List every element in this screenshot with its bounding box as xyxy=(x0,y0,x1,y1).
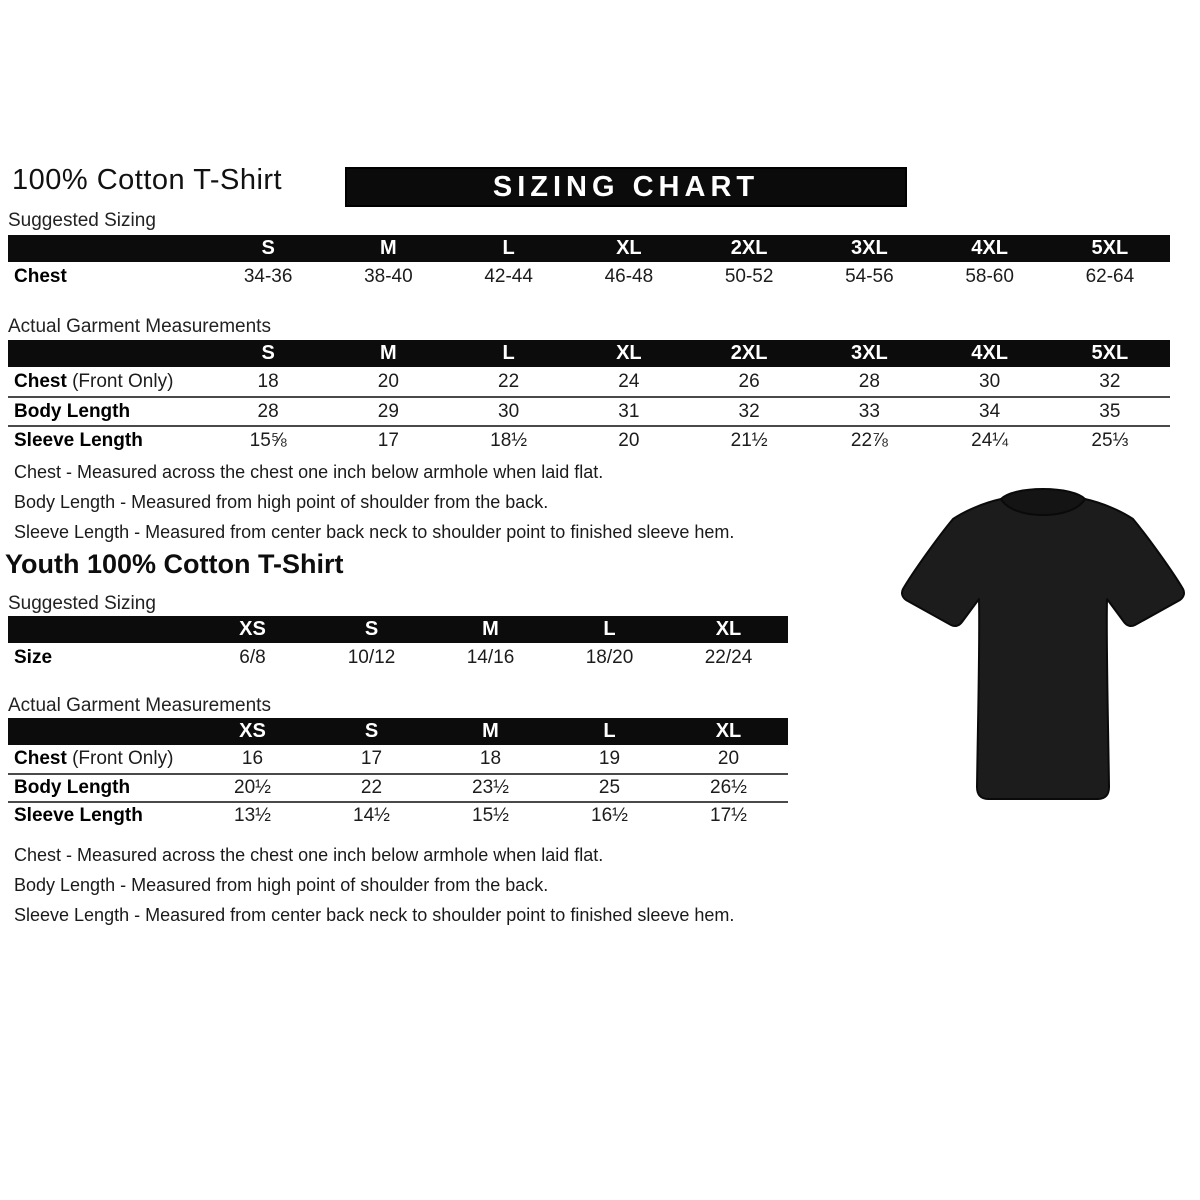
cell: 20 xyxy=(377,370,399,392)
row-label: Body Length xyxy=(14,777,131,798)
cell: 20 xyxy=(618,429,640,451)
cell: 62-64 xyxy=(1085,266,1135,287)
cell: 17 xyxy=(377,429,399,451)
row-label: Sleeve Length xyxy=(14,805,143,826)
row-label: Chest xyxy=(14,266,67,287)
youth-actual-label: Actual Garment Measurements xyxy=(8,695,271,716)
col-header: L xyxy=(603,618,616,640)
cell: 29 xyxy=(377,400,399,422)
adult-actual-label: Actual Garment Measurements xyxy=(8,316,271,337)
cell: 42-44 xyxy=(484,266,533,287)
table-row xyxy=(8,643,788,673)
col-header: S xyxy=(364,720,379,742)
col-header: XL xyxy=(715,720,742,742)
sizing-chart-banner xyxy=(345,167,907,207)
cell: 28 xyxy=(858,370,880,392)
col-header: S xyxy=(261,342,275,364)
cell: 24 xyxy=(618,370,640,392)
col-header: 5XL xyxy=(1091,237,1129,259)
black-tshirt-image xyxy=(893,477,1193,817)
cell: 23½ xyxy=(472,777,509,798)
cell: 26½ xyxy=(710,777,747,798)
row-label: Chest (Front Only) xyxy=(14,748,174,769)
cell: 17 xyxy=(360,748,383,769)
col-header: 5XL xyxy=(1091,342,1129,364)
row-label: Chest (Front Only) xyxy=(14,370,174,392)
cell: 38-40 xyxy=(364,266,413,287)
cell: 34-36 xyxy=(243,266,293,287)
cell: 15⅝ xyxy=(249,429,287,451)
adult-measurement-notes xyxy=(14,462,734,552)
col-header: M xyxy=(380,237,397,259)
cell: 17½ xyxy=(710,805,747,826)
youth-suggested-header-row xyxy=(8,616,788,643)
cell: 22/24 xyxy=(704,647,753,668)
col-header: L xyxy=(502,342,515,364)
col-header: S xyxy=(261,237,275,259)
table-row xyxy=(8,396,1170,425)
cell: 33 xyxy=(858,400,880,422)
cell: 21½ xyxy=(730,429,768,451)
cell: 19 xyxy=(598,748,621,769)
table-row xyxy=(8,801,788,829)
note-line: Sleeve Length - Measured from center back neck to shoulder point to finished sleeve hem. xyxy=(14,522,735,542)
col-header: 4XL xyxy=(971,342,1008,364)
col-header: 4XL xyxy=(971,237,1008,259)
cell: 28 xyxy=(257,400,279,422)
col-header: M xyxy=(482,720,499,742)
cell: 58-60 xyxy=(965,266,1014,287)
table-row xyxy=(8,773,788,801)
tshirt-icon xyxy=(893,477,1193,812)
note-line: Body Length - Measured from high point of shoulder from the back. xyxy=(14,875,549,895)
table-row xyxy=(8,367,1170,396)
cell: 34 xyxy=(979,400,1001,422)
cell: 50-52 xyxy=(724,266,774,287)
cell: 10/12 xyxy=(347,647,396,668)
cell: 6/8 xyxy=(239,647,266,668)
cell: 13½ xyxy=(234,805,271,826)
col-header: L xyxy=(603,720,616,742)
cell: 32 xyxy=(1099,370,1121,392)
cell: 14½ xyxy=(353,805,390,826)
sizing-chart-banner-text: SIZING CHART xyxy=(492,170,760,203)
col-header: L xyxy=(502,237,515,259)
cell: 35 xyxy=(1099,400,1121,422)
col-header: M xyxy=(482,618,499,640)
cell: 18 xyxy=(479,748,502,769)
cell: 46-48 xyxy=(604,266,654,287)
cell: 25 xyxy=(598,777,621,798)
row-label: Body Length xyxy=(14,400,131,422)
youth-actual-header-row xyxy=(8,718,788,745)
col-header: 3XL xyxy=(851,342,888,364)
cell: 20 xyxy=(717,748,740,769)
col-header: XL xyxy=(715,618,742,640)
table-row xyxy=(8,262,1170,292)
col-header: 2XL xyxy=(730,342,768,364)
note-line: Body Length - Measured from high point of shoulder from the back. xyxy=(14,492,549,512)
col-header: XL xyxy=(616,342,642,364)
adult-suggested-label: Suggested Sizing xyxy=(8,210,156,231)
row-label: Sleeve Length xyxy=(14,429,143,451)
cell: 20½ xyxy=(234,777,271,798)
adult-suggested-header-row xyxy=(8,235,1170,262)
youth-suggested-table xyxy=(8,616,788,673)
youth-title: Youth 100% Cotton T-Shirt xyxy=(5,549,344,579)
tshirt-body xyxy=(902,499,1184,799)
note-line: Sleeve Length - Measured from center back neck to shoulder point to finished sleeve hem. xyxy=(14,905,735,925)
youth-suggested-label: Suggested Sizing xyxy=(8,593,156,614)
col-header: 2XL xyxy=(730,237,768,259)
cell: 22 xyxy=(498,370,520,392)
adult-suggested-table xyxy=(8,235,1170,292)
cell: 16½ xyxy=(591,805,628,826)
cell: 15½ xyxy=(472,805,509,826)
cell: 32 xyxy=(738,400,760,422)
cell: 30 xyxy=(979,370,1001,392)
col-header: XL xyxy=(616,237,642,259)
cell: 30 xyxy=(498,400,520,422)
cell: 31 xyxy=(618,400,640,422)
cell: 18/20 xyxy=(585,647,634,668)
cell: 24¼ xyxy=(971,429,1009,451)
col-header: XS xyxy=(239,618,266,640)
adult-actual-table xyxy=(8,340,1170,454)
cell: 14/16 xyxy=(466,647,515,668)
cell: 18½ xyxy=(490,429,528,451)
cell: 25⅓ xyxy=(1091,429,1129,451)
youth-actual-table xyxy=(8,718,788,829)
adult-actual-header-row xyxy=(8,340,1170,367)
col-header: 3XL xyxy=(851,237,888,259)
row-label: Size xyxy=(14,647,53,668)
table-row xyxy=(8,745,788,773)
cell: 16 xyxy=(241,748,264,769)
cell: 54-56 xyxy=(845,266,894,287)
page-title: 100% Cotton T-Shirt xyxy=(12,164,283,196)
youth-measurement-notes xyxy=(14,845,734,935)
note-line: Chest - Measured across the chest one inch below armhole when laid flat. xyxy=(14,462,604,482)
cell: 18 xyxy=(257,370,279,392)
cell: 22 xyxy=(360,777,383,798)
col-header: S xyxy=(364,618,379,640)
cell: 22⅞ xyxy=(850,429,888,451)
col-header: XS xyxy=(239,720,266,742)
cell: 26 xyxy=(738,370,760,392)
table-row xyxy=(8,425,1170,454)
note-line: Chest - Measured across the chest one inch below armhole when laid flat. xyxy=(14,845,604,865)
col-header: M xyxy=(380,342,397,364)
